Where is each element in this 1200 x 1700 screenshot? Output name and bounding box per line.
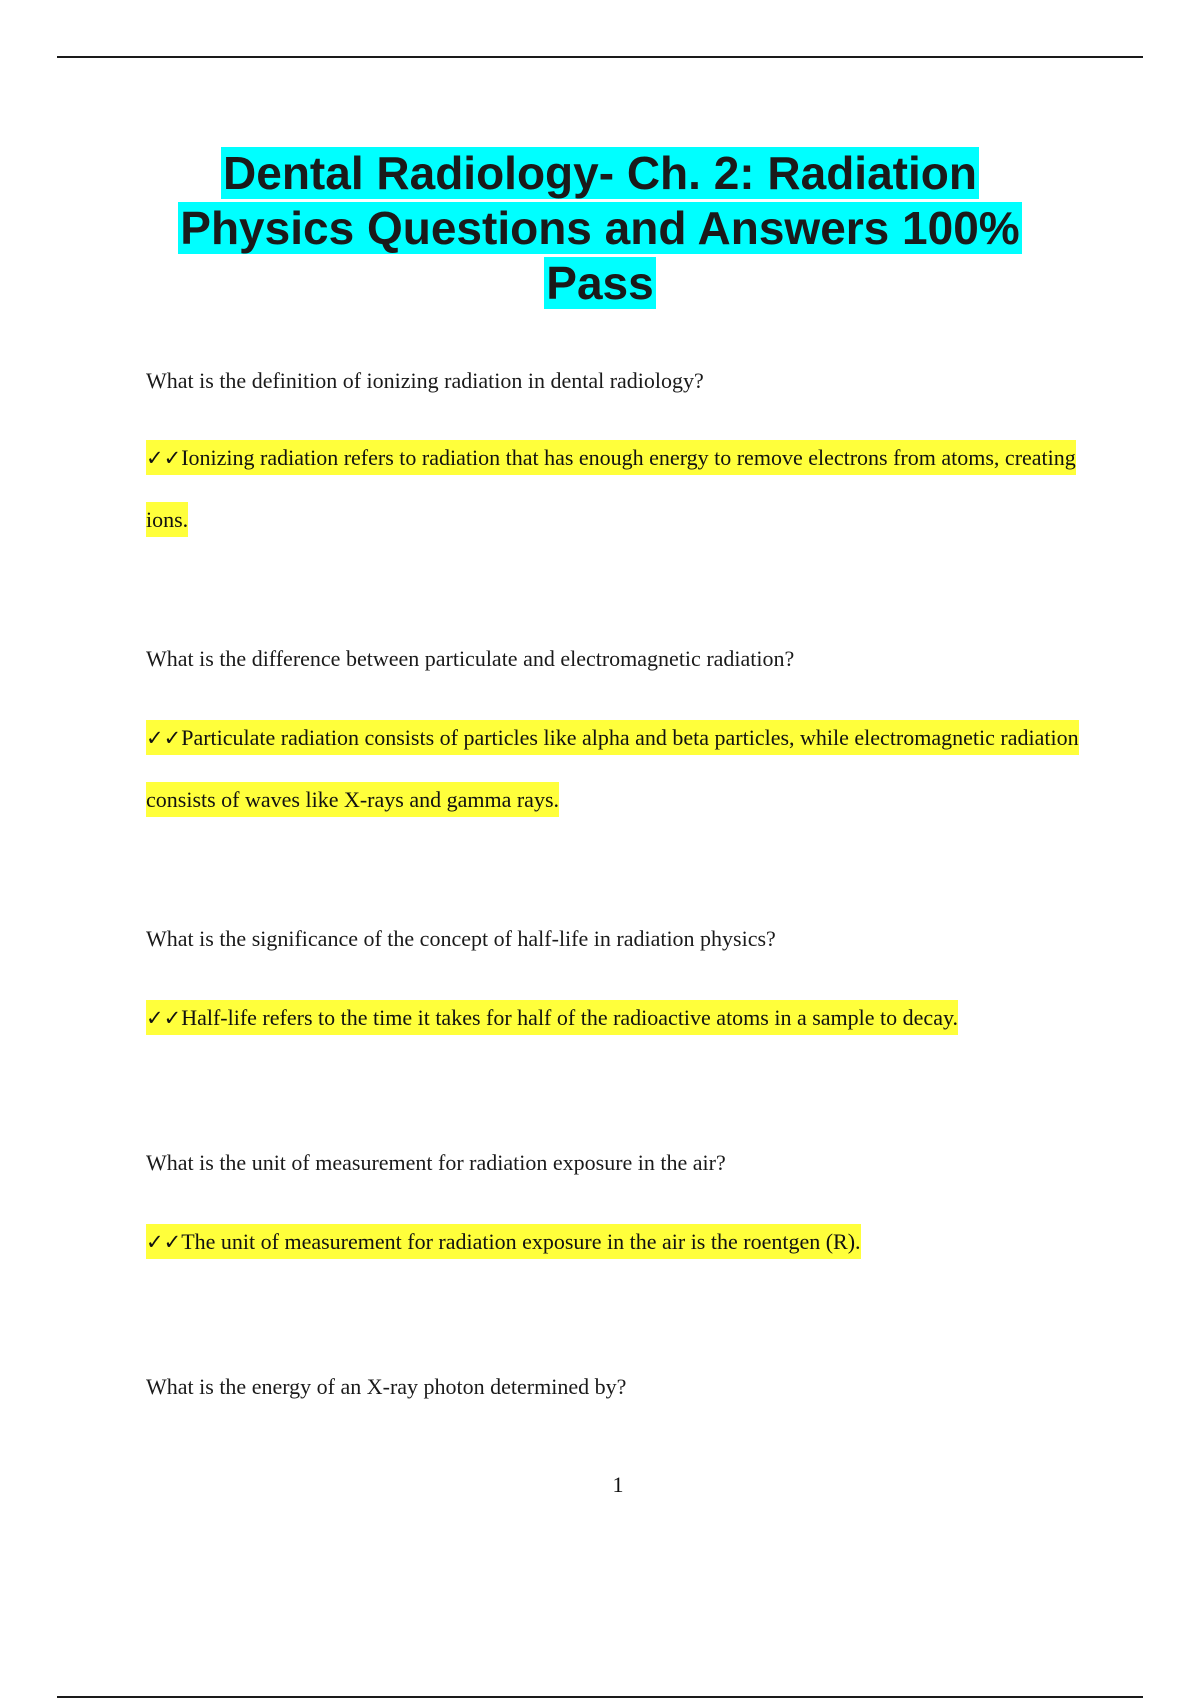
answer-4 — [146, 1211, 1096, 1273]
answer-2-text: Particulate radiation consists of particles like alpha and beta particles, while electromagnetic radiation consists of waves like X-rays and gamma rays. — [146, 725, 1079, 812]
document-title — [100, 146, 1100, 311]
check-mark-icon: ✓✓ — [146, 726, 182, 750]
answer-4-text: The unit of measurement for radiation exposure in the air is the roentgen (R). — [181, 1229, 861, 1254]
page-number: 1 — [612, 1472, 624, 1497]
check-mark-icon: ✓✓ — [146, 1230, 182, 1254]
title-line-3: Pass — [546, 257, 654, 309]
question-5: What is the energy of an X-ray photon determined by? — [146, 1374, 627, 1399]
answer-2 — [146, 707, 1096, 830]
question-1: What is the definition of ionizing radiation in dental radiology? — [146, 368, 704, 393]
answer-1 — [146, 427, 1096, 550]
top-rule — [57, 56, 1143, 58]
question-3: What is the significance of the concept of half-life in radiation physics? — [146, 926, 776, 951]
check-mark-icon: ✓✓ — [146, 1006, 182, 1030]
answer-1-text: Ionizing radiation refers to radiation that has enough energy to remove electrons from atoms, creating ions. — [146, 445, 1076, 532]
question-4: What is the unit of measurement for radiation exposure in the air? — [146, 1150, 726, 1175]
question-2: What is the difference between particulate and electromagnetic radiation? — [146, 646, 795, 671]
title-line-2: Physics Questions and Answers 100% — [180, 202, 1020, 254]
answer-3-text: Half-life refers to the time it takes for half of the radioactive atoms in a sample to decay. — [181, 1005, 959, 1030]
check-mark-icon: ✓✓ — [146, 446, 182, 470]
bottom-rule — [57, 1696, 1143, 1698]
answer-3 — [146, 987, 1096, 1049]
title-line-1: Dental Radiology- Ch. 2: Radiation — [223, 147, 977, 199]
